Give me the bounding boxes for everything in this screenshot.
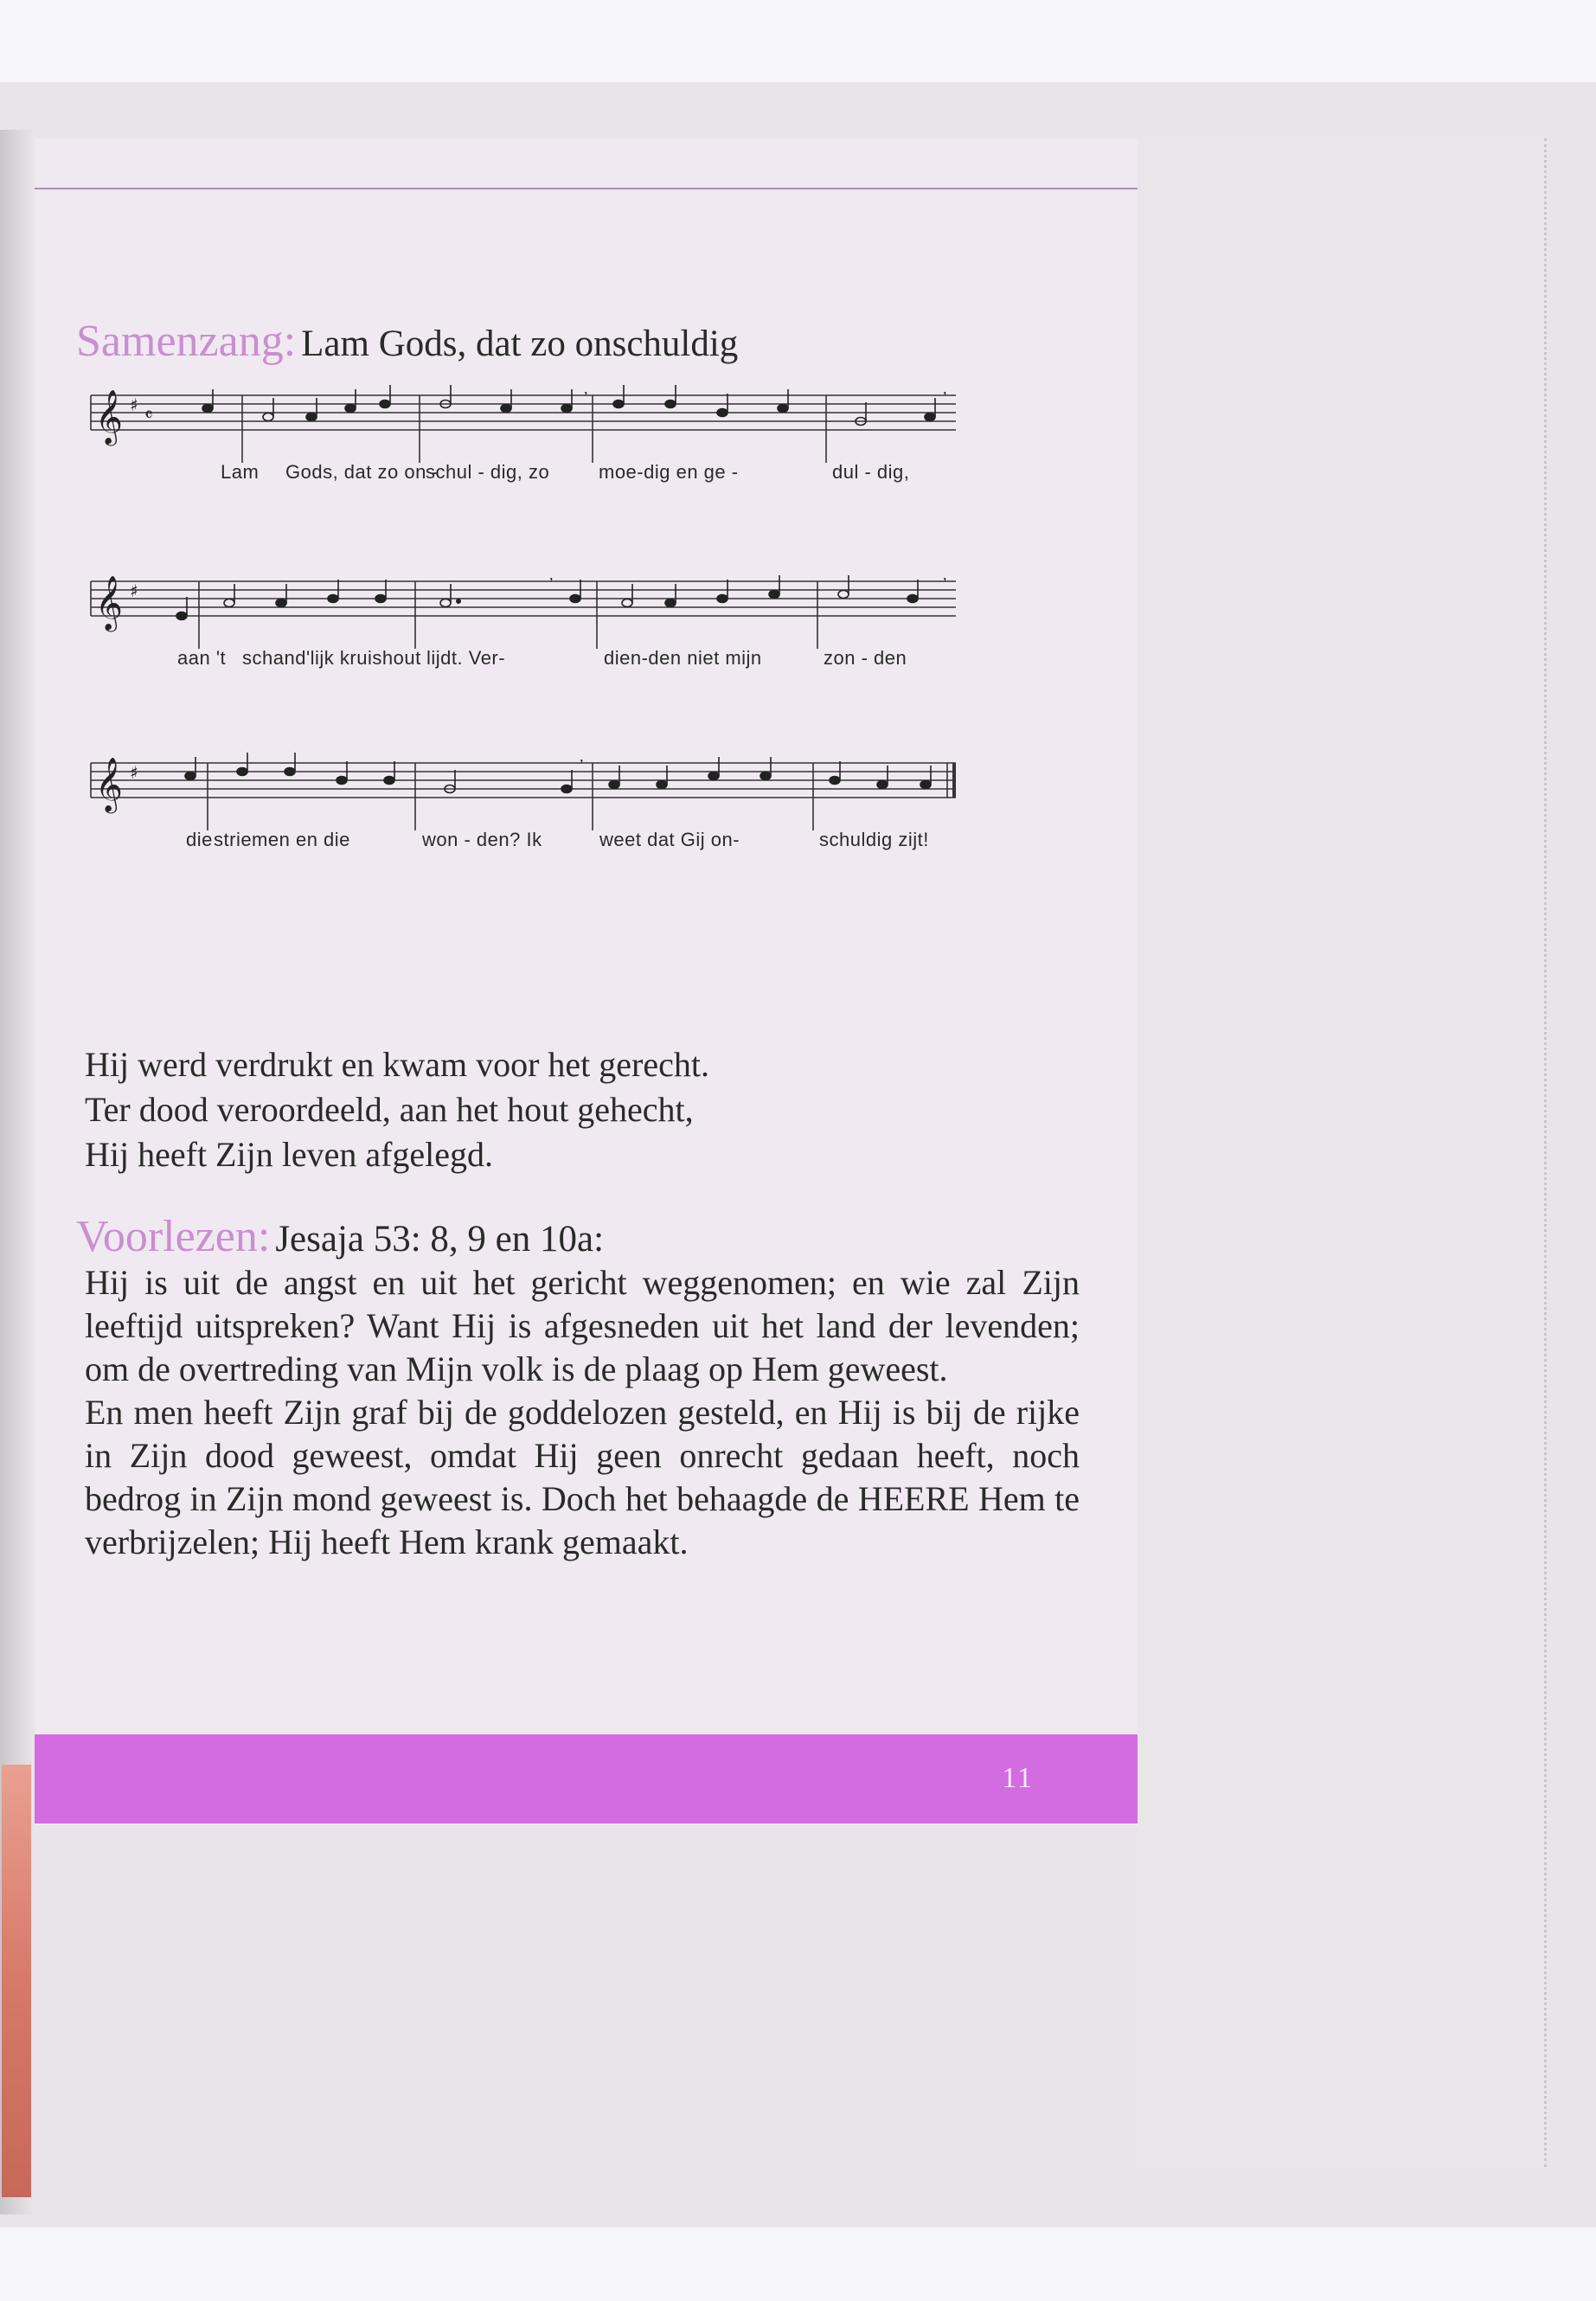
reading-paragraph: Hij is uit de angst en uit het gericht weggenomen; en wie zal Zijn leeftijd uitspreken? Want Hij is afgesneden uit het land der levenden; om de overtreding van Mijn volk is de plaag op Hem geweest. <box>85 1263 1080 1388</box>
book-edge-red-strip <box>2 1765 31 2197</box>
music-staff-2 <box>82 571 965 701</box>
voorlezen-heading <box>76 1211 604 1262</box>
lyric-fragment: weet dat Gij on- <box>599 829 740 850</box>
svg-text:𝄞: 𝄞 <box>95 757 123 811</box>
scripture-reference: Jesaja 53: 8, 9 en 10a: <box>275 1219 605 1259</box>
page-number: 11 <box>1002 1762 1034 1794</box>
hymn-title: Lam Gods, dat zo onschuldig <box>301 324 739 364</box>
svg-text:♯: ♯ <box>130 394 138 415</box>
footer-band <box>35 1734 1138 1823</box>
verse-line: Hij werd verdrukt en kwam voor het gerecht. <box>85 1045 709 1084</box>
lyric-fragment: aan 't <box>177 647 227 669</box>
staff-notation-1 <box>82 385 965 463</box>
lyric-fragment: schand'lijk kruishout <box>242 647 421 669</box>
lyric-fragment: dien-den niet mijn <box>604 647 762 669</box>
booklet-page <box>35 138 1138 1825</box>
svg-text:♯: ♯ <box>130 580 138 601</box>
hymn-verse <box>85 1042 1080 1177</box>
lyric-fragment: moe-dig en ge - <box>599 461 739 483</box>
samenzang-label: Samenzang: <box>76 317 297 366</box>
voorlezen-label: Voorlezen: <box>76 1212 271 1261</box>
lyric-fragment: Lam <box>221 461 260 483</box>
music-staff-1 <box>82 385 965 515</box>
svg-text:,: , <box>943 571 947 583</box>
lyric-fragment: won - den? Ik <box>422 829 542 850</box>
svg-text:,: , <box>549 571 554 583</box>
svg-text:,: , <box>580 753 584 765</box>
lyric-fragment: lijdt. Ver- <box>426 647 506 669</box>
lyric-fragment: dul - dig, <box>832 461 910 483</box>
lyric-fragment: Gods, dat zo on - <box>285 461 439 483</box>
adjacent-page <box>1138 138 1547 2167</box>
svg-text:𝄴: 𝄴 <box>144 405 153 426</box>
lyric-fragment: striemen en die <box>214 829 350 850</box>
scripture-reading <box>85 1261 1080 1564</box>
reading-paragraph: En men heeft Zijn graf bij de goddelozen gesteld, en Hij is bij de rijke in Zijn dood geweest, omdat Hij geen onrecht gedaan heeft, noch bedrog in Zijn mond geweest is. Doch het behaagde de HEERE Hem te verbrijzelen; Hij heeft Hem krank gemaakt. <box>85 1393 1080 1561</box>
svg-text:,: , <box>584 385 588 397</box>
lyric-fragment: schuldig zijt! <box>819 829 929 850</box>
staff-notation-3 <box>82 753 965 830</box>
staff-notation-2 <box>82 571 965 649</box>
verse-line: Ter dood veroordeeld, aan het hout gehecht, <box>85 1090 694 1129</box>
svg-text:𝄞: 𝄞 <box>95 389 123 444</box>
lyric-fragment: die <box>186 829 213 850</box>
top-rule <box>35 188 1138 189</box>
svg-text:𝄞: 𝄞 <box>95 575 123 630</box>
lyric-fragment: schul - dig, zo <box>426 461 550 483</box>
samenzang-heading <box>76 316 738 367</box>
music-staff-3 <box>82 753 965 882</box>
svg-text:,: , <box>943 385 947 397</box>
verse-line: Hij heeft Zijn leven afgelegd. <box>85 1135 494 1174</box>
lyric-fragment: zon - den <box>824 647 907 669</box>
svg-text:♯: ♯ <box>130 762 138 783</box>
